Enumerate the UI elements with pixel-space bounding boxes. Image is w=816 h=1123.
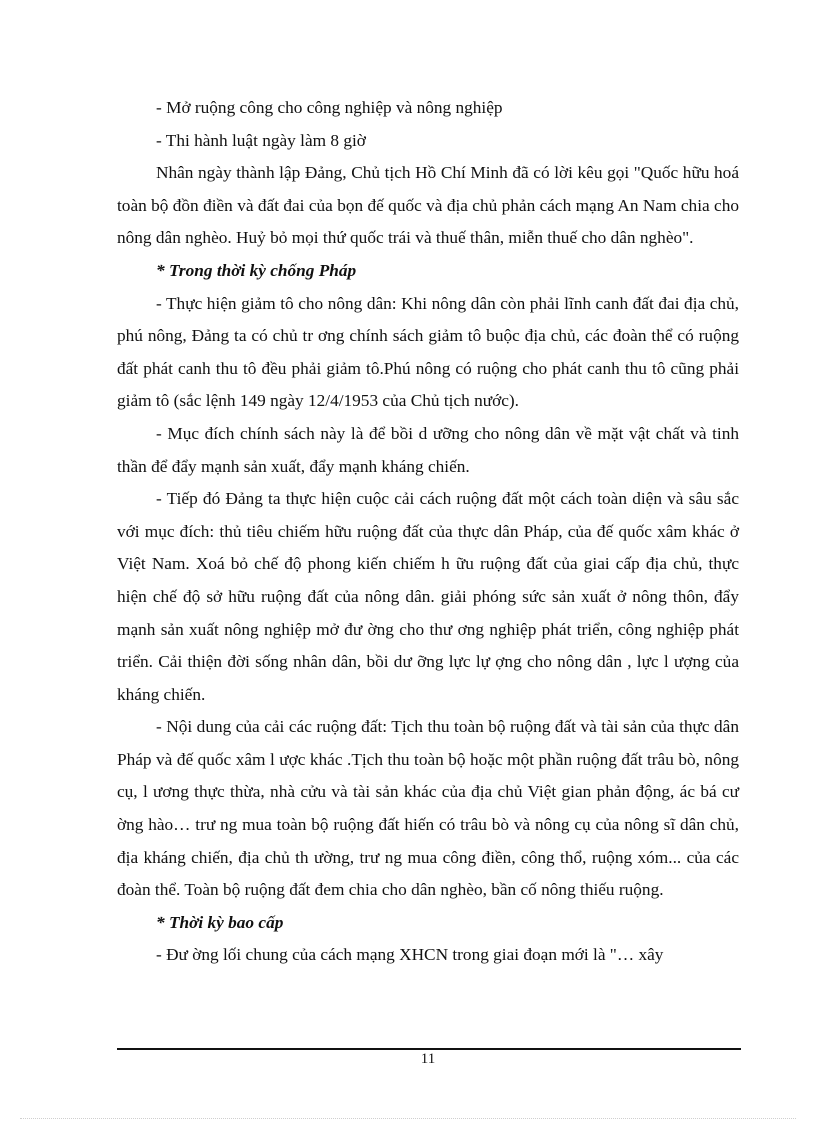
paragraph: - Đư ờng lối chung của cách mạng XHCN trong giai đoạn mới là "… xây (156, 945, 664, 965)
body-text (117, 92, 739, 972)
paragraph: - Tiếp đó Đảng ta thực hiện cuộc cải cách ruộng đất một cách toàn diện và sâu sắc với mục đích: thủ tiêu chiếm hữu ruộng đất của thực dân Pháp, của đế quốc xâm khác ở Việt Nam. Xoá bỏ chế độ phong kiến chiếm h ữu ruộng đất của giai cấp địa chủ, thực hiện chế độ sở hữu ruộng đất của nông dân. giải phóng sức sản xuất ở nông thôn, đẩy mạnh sản xuất nông nghiệp mở đư ờng cho thư ơng nghiệp phát triển, công nghiệp phát triển. Cải thiện đời sống nhân dân, bồi dư ỡng lực lự ợng cho nông dân , lực l ượng của kháng chiến. (117, 489, 739, 704)
paragraph: - Thực hiện giảm tô cho nông dân: Khi nông dân còn phải lĩnh canh đất đai địa chủ, phú nông, Đảng ta có chủ tr ơng chính sách giảm tô buộc địa chủ, các đoàn thể có ruộng đất phát canh thu tô đều phải giảm tô.Phú nông có ruộng cho phát canh thu tô cũng phải giảm tô (sắc lệnh 149 ngày 12/4/1953 của Chủ tịch nước). (117, 293, 739, 411)
page-bottom-border (20, 1118, 796, 1119)
section-heading: * Trong thời kỳ chống Pháp (156, 260, 357, 280)
paragraph: - Thi hành luật ngày làm 8 giờ (156, 130, 366, 150)
section-heading: * Thời kỳ bao cấp (156, 912, 284, 932)
page-number: 11 (420, 1051, 436, 1067)
paragraph: Nhân ngày thành lập Đảng, Chủ tịch Hồ Chí Minh đã có lời kêu gọi "Quốc hữu hoá toàn bộ đồn điền và đất đai của bọn đế quốc và địa chủ phản cách mạng An Nam chia cho nông dân nghèo. Huỷ bỏ mọi thứ quốc trái và thuế thân, miễn thuế cho dân nghèo". (117, 163, 739, 248)
footer-divider (117, 1048, 741, 1050)
paragraph: - Mục đích chính sách này là để bồi d ưỡng cho nông dân về mặt vật chất và tinh thần để đẩy mạnh sản xuất, đẩy mạnh kháng chiến. (117, 423, 739, 476)
paragraph: - Mở ruộng công cho công nghiệp và nông nghiệp (156, 98, 503, 117)
paragraph: - Nội dung của cải các ruộng đất: Tịch thu toàn bộ ruộng đất và tài sản của thực dân Pháp và đế quốc xâm l ược khác .Tịch thu toàn bộ hoặc một phần ruộng đất trâu bò, nông cụ, l ương thực thừa, nhà cửu và tài sản khác của địa chủ Việt gian phản động, ác bá cư ờng hào… trư ng mua toàn bộ ruộng đất hiến có trâu bò và nông cụ của nông sĩ dân chủ, địa kháng chiến, địa chủ th ường, trư ng mua công điền, công thổ, ruộng xóm... của các đoàn thể. Toàn bộ ruộng đất đem chia cho dân nghèo, bần cố nông thiếu ruộng. (117, 717, 739, 900)
